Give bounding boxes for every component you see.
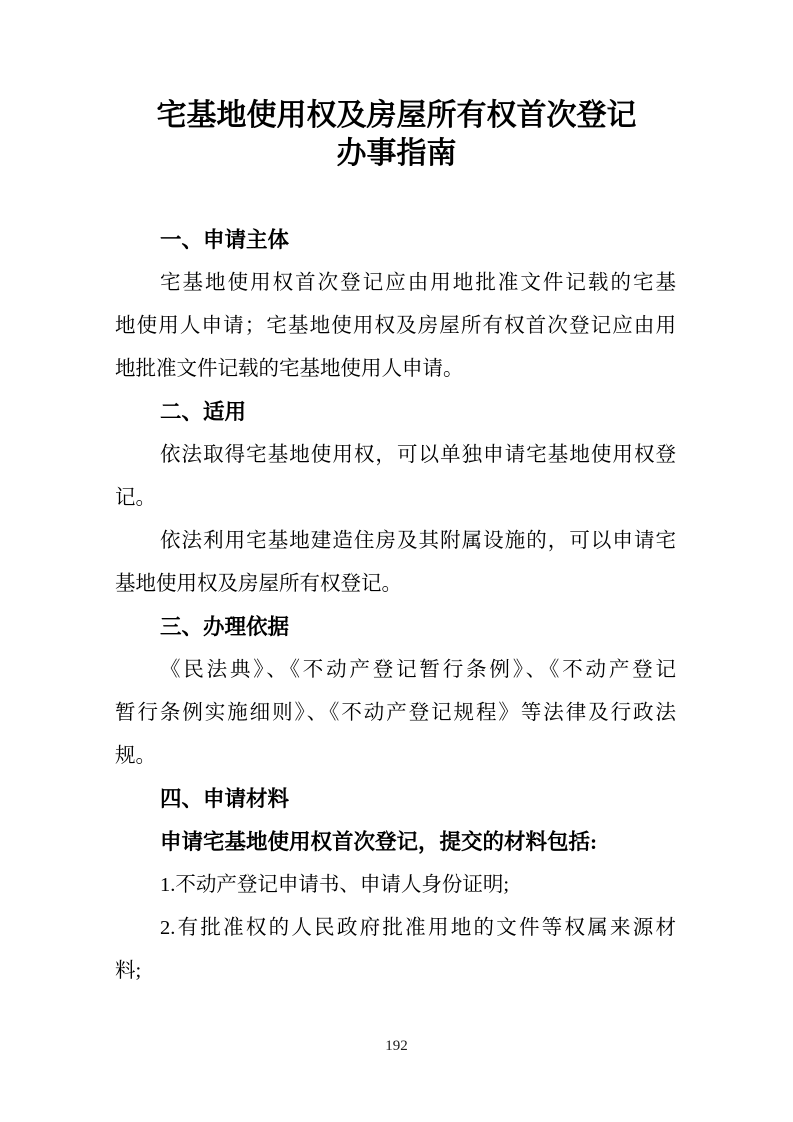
para-4-line-3: 规。 xyxy=(115,745,156,767)
para-4-line-1: 《民法典》、《不动产登记暂行条例》、《不动产登记 xyxy=(160,659,676,681)
material-item-2-line-2: 料; xyxy=(115,960,142,982)
page-number: 192 xyxy=(385,1038,408,1054)
para-1-line-3: 地批准文件记载的宅基地使用人申请。 xyxy=(115,358,464,380)
para-2-line-1: 依法取得宅基地使用权，可以单独申请宅基地使用权登 xyxy=(160,444,676,466)
para-2-line-2: 记。 xyxy=(115,487,156,509)
para-1-line-2: 地使用人申请；宅基地使用权及房屋所有权首次登记应由用 xyxy=(115,315,676,337)
para-3-line-1: 依法利用宅基地建造住房及其附属设施的，可以申请宅 xyxy=(160,530,676,552)
para-4-line-2: 暂行条例实施细则》、《不动产登记规程》等法律及行政法 xyxy=(115,702,676,724)
para-3-line-2: 基地使用权及房屋所有权登记。 xyxy=(115,573,402,595)
section-heading-3-legal-basis: 三、办理依据 xyxy=(160,615,290,639)
document-body xyxy=(115,219,676,993)
section-heading-1-application-subject: 一、申请主体 xyxy=(160,228,290,252)
materials-intro-line: 申请宅基地使用权首次登记，提交的材料包括: xyxy=(160,830,598,854)
material-item-2-line-1: 2.有批准权的人民政府批准用地的文件等权属来源材 xyxy=(160,917,676,939)
document-title-line-1: 宅基地使用权及房屋所有权首次登记 xyxy=(156,99,637,132)
document-title xyxy=(0,97,793,173)
section-heading-2-applicability: 二、适用 xyxy=(160,400,247,424)
section-heading-4-application-materials: 四、申请材料 xyxy=(160,787,290,811)
document-title-line-2: 办事指南 xyxy=(336,137,457,170)
para-1-line-1: 宅基地使用权首次登记应由用地批准文件记载的宅基 xyxy=(160,272,676,294)
material-item-1: 1.不动产登记申请书、申请人身份证明; xyxy=(160,874,510,896)
